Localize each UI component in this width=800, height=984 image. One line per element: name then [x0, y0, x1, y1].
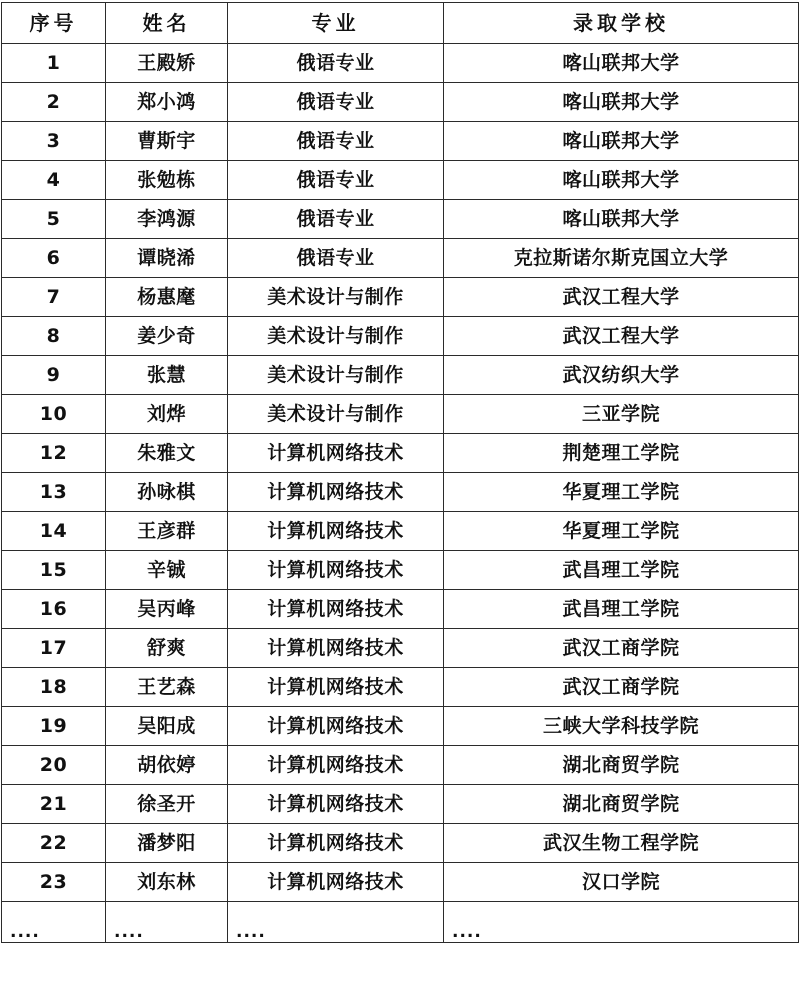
cell-index: 18 — [2, 668, 106, 707]
table-continuation-row — [2, 902, 799, 943]
cell-name: 姜少奇 — [106, 317, 228, 356]
table-row — [2, 44, 799, 83]
table-row — [2, 122, 799, 161]
table-row — [2, 746, 799, 785]
cell-major: 俄语专业 — [228, 200, 444, 239]
cell-index: 15 — [2, 551, 106, 590]
cell-name: 李鸿源 — [106, 200, 228, 239]
continuation-index: .... — [2, 902, 106, 943]
cell-index: 21 — [2, 785, 106, 824]
continuation-name: .... — [106, 902, 228, 943]
cell-index: 10 — [2, 395, 106, 434]
cell-school: 湖北商贸学院 — [444, 785, 799, 824]
cell-major: 计算机网络技术 — [228, 668, 444, 707]
cell-name: 杨惠麾 — [106, 278, 228, 317]
cell-school: 三峡大学科技学院 — [444, 707, 799, 746]
column-header-school: 录取学校 — [444, 3, 799, 44]
table-row — [2, 512, 799, 551]
cell-name: 吴丙峰 — [106, 590, 228, 629]
cell-name: 胡依婷 — [106, 746, 228, 785]
cell-name: 舒爽 — [106, 629, 228, 668]
table-body — [2, 3, 799, 943]
cell-major: 俄语专业 — [228, 122, 444, 161]
cell-school: 武昌理工学院 — [444, 590, 799, 629]
cell-school: 武汉工程大学 — [444, 317, 799, 356]
table-row — [2, 239, 799, 278]
cell-name: 曹斯宇 — [106, 122, 228, 161]
cell-index: 14 — [2, 512, 106, 551]
cell-name: 王彦群 — [106, 512, 228, 551]
cell-index: 20 — [2, 746, 106, 785]
cell-index: 6 — [2, 239, 106, 278]
cell-major: 计算机网络技术 — [228, 629, 444, 668]
cell-index: 5 — [2, 200, 106, 239]
cell-school: 喀山联邦大学 — [444, 83, 799, 122]
cell-school: 武汉生物工程学院 — [444, 824, 799, 863]
cell-major: 美术设计与制作 — [228, 278, 444, 317]
table-row — [2, 356, 799, 395]
cell-name: 张勉栋 — [106, 161, 228, 200]
cell-index: 3 — [2, 122, 106, 161]
cell-index: 9 — [2, 356, 106, 395]
cell-major: 俄语专业 — [228, 83, 444, 122]
table-row — [2, 278, 799, 317]
cell-major: 计算机网络技术 — [228, 434, 444, 473]
cell-index: 23 — [2, 863, 106, 902]
cell-name: 王艺森 — [106, 668, 228, 707]
cell-index: 8 — [2, 317, 106, 356]
cell-name: 郑小鸿 — [106, 83, 228, 122]
cell-major: 美术设计与制作 — [228, 356, 444, 395]
cell-school: 武汉纺织大学 — [444, 356, 799, 395]
cell-name: 刘烨 — [106, 395, 228, 434]
cell-school: 华夏理工学院 — [444, 512, 799, 551]
cell-name: 谭晓浠 — [106, 239, 228, 278]
table-row — [2, 824, 799, 863]
cell-school: 喀山联邦大学 — [444, 161, 799, 200]
cell-major: 计算机网络技术 — [228, 824, 444, 863]
table-row — [2, 785, 799, 824]
table-row — [2, 200, 799, 239]
cell-index: 12 — [2, 434, 106, 473]
cell-name: 刘东林 — [106, 863, 228, 902]
cell-major: 计算机网络技术 — [228, 512, 444, 551]
cell-major: 计算机网络技术 — [228, 746, 444, 785]
cell-major: 美术设计与制作 — [228, 317, 444, 356]
table-header-row — [2, 3, 799, 44]
cell-major: 俄语专业 — [228, 239, 444, 278]
cell-major: 计算机网络技术 — [228, 863, 444, 902]
cell-index: 19 — [2, 707, 106, 746]
table-row — [2, 161, 799, 200]
cell-school: 克拉斯诺尔斯克国立大学 — [444, 239, 799, 278]
table-row — [2, 473, 799, 512]
cell-name: 徐圣开 — [106, 785, 228, 824]
table-row — [2, 395, 799, 434]
cell-school: 武昌理工学院 — [444, 551, 799, 590]
cell-school: 喀山联邦大学 — [444, 44, 799, 83]
cell-major: 计算机网络技术 — [228, 590, 444, 629]
table-row — [2, 668, 799, 707]
cell-major: 计算机网络技术 — [228, 473, 444, 512]
cell-name: 吴阳成 — [106, 707, 228, 746]
column-header-index: 序号 — [2, 3, 106, 44]
cell-name: 朱雅文 — [106, 434, 228, 473]
column-header-major: 专业 — [228, 3, 444, 44]
cell-index: 1 — [2, 44, 106, 83]
cell-school: 喀山联邦大学 — [444, 200, 799, 239]
table-row — [2, 434, 799, 473]
cell-index: 16 — [2, 590, 106, 629]
cell-school: 武汉工商学院 — [444, 629, 799, 668]
cell-index: 7 — [2, 278, 106, 317]
cell-school: 武汉工商学院 — [444, 668, 799, 707]
table-row — [2, 317, 799, 356]
table-row — [2, 863, 799, 902]
cell-index: 17 — [2, 629, 106, 668]
table-row — [2, 551, 799, 590]
cell-major: 计算机网络技术 — [228, 707, 444, 746]
table-row — [2, 590, 799, 629]
cell-name: 张慧 — [106, 356, 228, 395]
cell-school: 汉口学院 — [444, 863, 799, 902]
cell-school: 三亚学院 — [444, 395, 799, 434]
cell-school: 湖北商贸学院 — [444, 746, 799, 785]
cell-name: 王殿矫 — [106, 44, 228, 83]
table-row — [2, 707, 799, 746]
column-header-name: 姓名 — [106, 3, 228, 44]
cell-name: 潘梦阳 — [106, 824, 228, 863]
continuation-school: .... — [444, 902, 799, 943]
cell-school: 武汉工程大学 — [444, 278, 799, 317]
admission-table — [1, 2, 799, 943]
cell-school: 荆楚理工学院 — [444, 434, 799, 473]
cell-major: 美术设计与制作 — [228, 395, 444, 434]
cell-index: 4 — [2, 161, 106, 200]
cell-index: 22 — [2, 824, 106, 863]
cell-major: 计算机网络技术 — [228, 551, 444, 590]
cell-major: 俄语专业 — [228, 161, 444, 200]
table-row — [2, 83, 799, 122]
cell-name: 辛铖 — [106, 551, 228, 590]
continuation-major: .... — [228, 902, 444, 943]
cell-major: 计算机网络技术 — [228, 785, 444, 824]
cell-index: 2 — [2, 83, 106, 122]
cell-school: 华夏理工学院 — [444, 473, 799, 512]
cell-index: 13 — [2, 473, 106, 512]
cell-school: 喀山联邦大学 — [444, 122, 799, 161]
cell-name: 孙咏棋 — [106, 473, 228, 512]
table-row — [2, 629, 799, 668]
cell-major: 俄语专业 — [228, 44, 444, 83]
